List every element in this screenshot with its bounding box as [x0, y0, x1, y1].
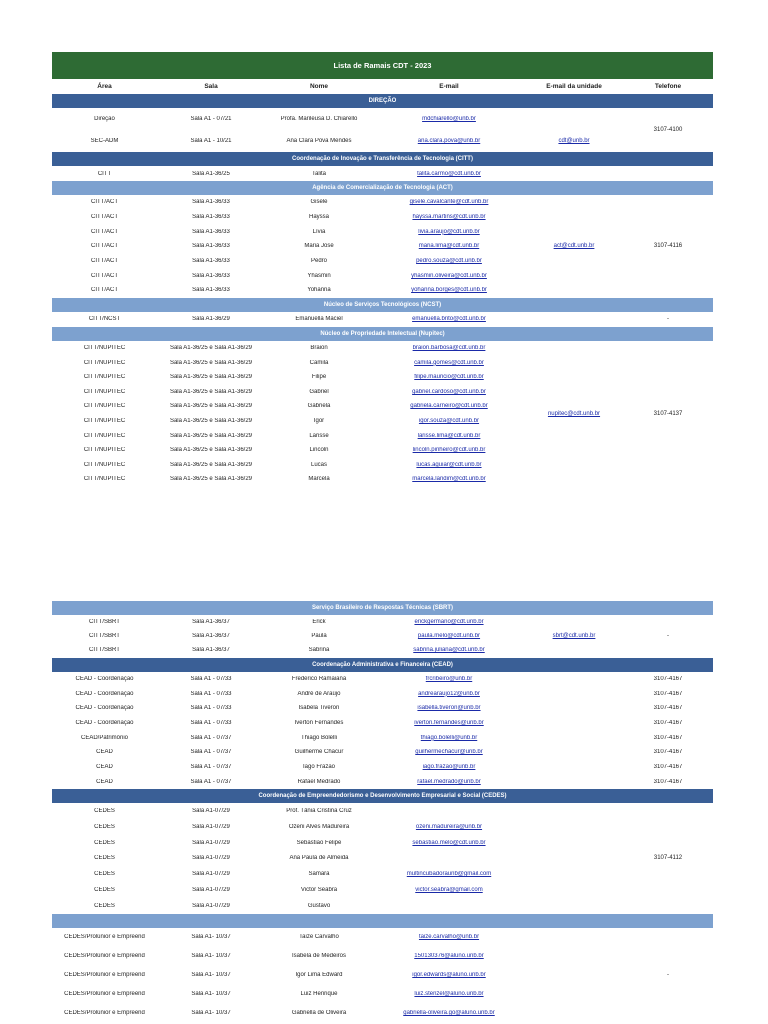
section-header: Coordenação de Empreendedorismo e Desenvolvimento Empresarial e Social (CEDES) — [52, 789, 713, 803]
cell-area: CEAD — [96, 778, 113, 785]
cell-email — [373, 840, 525, 846]
email-link[interactable]: igor.edwards@aluno.unb.br — [412, 972, 486, 979]
column-header-row — [52, 79, 713, 94]
cell-nome: Gabriel — [309, 388, 329, 395]
email-link[interactable]: multincubadoraunb@gmail.com — [406, 871, 492, 878]
table-row — [52, 686, 713, 701]
cell-area: CEDES — [94, 839, 115, 846]
cell-email — [373, 887, 525, 893]
cell-sala: Sala A1-36/33 — [192, 199, 230, 206]
cell-email — [373, 171, 525, 177]
cell-sala: Sala A1-36/33 — [192, 272, 230, 279]
cell-email — [373, 214, 525, 220]
cell-sala: Sala A1-36/25 e Sala A1-36/29 — [169, 461, 253, 468]
email-link[interactable]: sabrina.juliana@cdt.unb.br — [413, 647, 485, 654]
cell-nome: André de Araújo — [297, 690, 341, 697]
section-header: Núcleo de Propriedade Intelectual (Nupitec) — [52, 327, 713, 341]
unit-phone-cell: 3107-4100 — [653, 127, 683, 133]
cell-email — [373, 389, 525, 395]
cell-nome: Gabriella de Oliveira — [291, 1010, 347, 1017]
email-link[interactable]: hayssa.martins@cdt.unb.br — [412, 214, 486, 221]
cell-nome: Luiz Henrique — [300, 991, 338, 998]
cell-area: CITT/ACT — [91, 243, 118, 250]
cell-sala: Sala A1 - 07/33 — [190, 705, 232, 712]
cell-email — [373, 779, 525, 785]
cell-area: CEDES — [94, 902, 115, 909]
cell-nome: Braion — [310, 345, 328, 352]
cell-nome: Guilherme Chacur — [294, 749, 344, 756]
cell-sala: Sala A1-36/25 e Sala A1-36/29 — [169, 418, 253, 425]
section-header — [52, 914, 713, 928]
cell-sala: Sala A1-36/25 e Sala A1-36/29 — [169, 403, 253, 410]
email-link[interactable]: iago.frazao@unb.br — [422, 764, 476, 771]
section-header: Agência de Comercialização de Tecnologia (ACT) — [52, 181, 713, 195]
cell-sala: Sala A1 - 10/21 — [190, 138, 232, 144]
unit-email-link[interactable]: sbrt@cdt.unb.br — [552, 633, 596, 640]
cell-nome: Ozeni Alves Madureira — [288, 823, 350, 830]
cell-email — [373, 360, 525, 366]
cell-sala: Sala A1 - 07/21 — [190, 116, 232, 122]
cell-email — [373, 633, 525, 639]
cell-email — [373, 934, 525, 940]
cell-email — [373, 316, 525, 322]
unit-phone-cell: - — [667, 633, 669, 640]
table-row — [52, 928, 713, 947]
cell-nome: Gisele — [310, 199, 328, 206]
cell-area: CITT/ACT — [91, 272, 118, 279]
cell-sala: Sala A1-36/37 — [192, 618, 230, 625]
cell-nome: Emanuella Maciel — [295, 316, 343, 323]
cell-area: CITT/SBRT — [89, 618, 120, 625]
cell-sala: Sala A1-36/33 — [192, 243, 230, 250]
email-link[interactable]: yhasmin.oliveira@cdt.unb.br — [411, 272, 487, 279]
cell-area: CITT/NUPITEC — [83, 345, 126, 352]
cell-email — [373, 720, 525, 726]
cell-email — [373, 1010, 525, 1016]
table-row — [52, 730, 713, 745]
cell-sala: Sala A1-36/25 e Sala A1-36/29 — [169, 345, 253, 352]
cell-nome: Lincoln — [309, 447, 329, 454]
cell-area: CEAD — [96, 764, 113, 771]
cell-email — [373, 116, 525, 122]
cell-sala: Sala A1-36/25 e Sala A1-36/29 — [169, 432, 253, 439]
cell-area: CITT/NUPITEC — [83, 403, 126, 410]
cell-nome: Prof. Tânia Cristina Cruz — [286, 808, 352, 815]
cell-phone: 3107-4167 — [653, 778, 683, 785]
unit-email-link[interactable]: act@cdt.unb.br — [553, 243, 595, 250]
cell-nome: Larisse — [309, 432, 329, 439]
cell-nome: Yohanna — [307, 287, 331, 294]
cell-area: CEDES — [94, 855, 115, 862]
table-row — [52, 745, 713, 760]
cell-email — [373, 476, 525, 482]
cell-nome: Filipe — [311, 374, 327, 381]
table-row — [52, 966, 713, 985]
section-header: Coordenação Administrativa e Financeira (CEAD) — [52, 658, 713, 672]
cell-nome: Ana Paula de Almeida — [289, 855, 349, 862]
cell-sala: Sala A1-07/29 — [192, 839, 230, 846]
table-row — [52, 716, 713, 731]
cell-sala: Sala A1-07/29 — [192, 887, 230, 894]
section-rows — [52, 928, 713, 1023]
cell-area: CITT/ACT — [91, 214, 118, 221]
unit-phone-cell: 3107-4137 — [653, 410, 683, 417]
cell-nome: Maria José — [304, 243, 334, 250]
cell-nome: Pedro — [310, 258, 327, 265]
unit-phone-cell: 3107-4116 — [653, 243, 683, 250]
cell-nome: Frederico Ramaiana — [291, 675, 347, 682]
cell-nome: Victor Seabra — [300, 887, 338, 894]
cell-email — [373, 647, 525, 653]
cell-sala: Sala A1-07/29 — [192, 871, 230, 878]
cell-nome: Erick — [312, 618, 326, 625]
email-link[interactable]: gisele.cavalcante@cdt.unb.br — [409, 199, 489, 206]
sheet-title: Lista de Ramais CDT - 2023 — [52, 52, 713, 79]
cell-area: CITT/NUPITEC — [83, 476, 126, 483]
cell-area: CITT/NUPITEC — [83, 374, 126, 381]
cell-phone: 3107-4167 — [653, 705, 683, 712]
cell-area: CITT/NCST — [88, 316, 121, 323]
cell-area: CEAD/Patrimônio — [80, 734, 128, 741]
cell-email — [373, 433, 525, 439]
cell-area: CITT/NUPITEC — [83, 388, 126, 395]
email-link[interactable]: frcribeiro@unb.br — [425, 675, 473, 682]
cell-email — [373, 749, 525, 755]
email-link[interactable]: maria.lima@cdt.unb.br — [418, 243, 480, 250]
table-row — [52, 898, 713, 914]
cell-nome: Paula — [311, 633, 327, 640]
unit-email-link[interactable]: cdt@unb.br — [558, 138, 590, 144]
cell-sala: Sala A1-36/25 e Sala A1-36/29 — [169, 476, 253, 483]
cell-sala: Sala A1-36/29 — [192, 316, 230, 323]
table-row — [52, 672, 713, 687]
header-unit-email: E-mail da unidade — [546, 83, 602, 90]
cell-sala: Sala A1 - 07/33 — [190, 675, 232, 682]
cell-nome: Thiago Bolelli — [300, 734, 338, 741]
table-row — [52, 866, 713, 882]
cell-nome: Gustavo — [307, 902, 331, 909]
cell-email — [373, 619, 525, 625]
cell-sala: Sala A1 - 07/33 — [190, 690, 232, 697]
table-row — [52, 760, 713, 775]
section-rows — [52, 312, 713, 327]
email-link[interactable]: pedro.souza@cdt.unb.br — [416, 258, 482, 265]
email-link[interactable]: yohanna.borges@cdt.unb.br — [411, 287, 487, 294]
section-rows — [52, 108, 713, 152]
section-rows — [52, 341, 713, 487]
section-header: Serviço Brasileiro de Respostas Técnicas (SBRT) — [52, 601, 713, 615]
cell-nome: Yhasmin — [307, 272, 331, 279]
section-rows — [52, 803, 713, 914]
cell-area: CEAD - Coordenação — [75, 720, 134, 727]
cell-nome: Iago Frazão — [302, 764, 336, 771]
cell-area: CEAD — [96, 749, 113, 756]
unit-phone-cell: 3107-4112 — [653, 855, 683, 862]
cell-area: CEAD - Coordenação — [75, 675, 134, 682]
cell-sala: Sala A1- 10/37 — [191, 953, 231, 960]
cell-phone: 3107-4167 — [653, 749, 683, 756]
cell-phone: 3107-4167 — [653, 675, 683, 682]
cell-email — [373, 374, 525, 380]
cell-email — [373, 447, 525, 453]
table-row — [52, 851, 713, 867]
cell-area: CEDES — [94, 823, 115, 830]
cell-email — [373, 287, 525, 293]
header-sala: Sala — [204, 83, 218, 90]
table-row — [52, 312, 713, 327]
section-rows — [52, 195, 713, 298]
cell-email — [373, 403, 525, 409]
cell-area: CITT/ACT — [91, 287, 118, 294]
cell-nome: Igor — [313, 418, 325, 425]
email-link[interactable]: andrearaujo12@unb.br — [418, 690, 480, 697]
cell-sala: Sala A1-36/25 e Sala A1-36/29 — [169, 359, 253, 366]
cell-sala: Sala A1-36/25 — [192, 170, 230, 177]
cell-email — [373, 199, 525, 205]
cell-sala: Sala A1- 10/37 — [191, 934, 231, 941]
cell-nome: Igor Lima Edward — [295, 972, 343, 979]
table-row — [52, 803, 713, 819]
header-phone: Telefone — [654, 83, 682, 90]
cell-area: CITT — [97, 170, 112, 177]
cell-sala: Sala A1-07/29 — [192, 902, 230, 909]
cell-area: CEDES — [94, 808, 115, 815]
cell-sala: Sala A1-07/29 — [192, 855, 230, 862]
unit-phone-cell: - — [667, 316, 669, 323]
cell-nome: Talita — [311, 170, 326, 177]
cell-area: CITT/NUPITEC — [83, 359, 126, 366]
section-header: DIREÇÃO — [52, 94, 713, 108]
cell-email — [373, 258, 525, 264]
cell-email — [373, 462, 525, 468]
cell-area: CEDES/Prolúnior e Empreend — [64, 991, 145, 998]
section-rows — [52, 615, 713, 658]
cell-area: CITT/SBRT — [89, 633, 120, 640]
cell-area: CITT/SBRT — [89, 647, 120, 654]
table-row — [52, 774, 713, 789]
cell-email — [373, 705, 525, 711]
email-link[interactable]: victor.seabra@gmail.com — [415, 887, 483, 894]
cell-area: SEC-ADM — [90, 138, 119, 144]
unit-email-cell — [525, 341, 623, 487]
cell-nome: Isabela de Medeiros — [291, 953, 347, 960]
email-link[interactable]: filipe.mauricio@cdt.unb.br — [414, 374, 484, 381]
section-header: Núcleo de Serviços Tecnológicos (NCST) — [52, 298, 713, 312]
email-link[interactable]: larisse.lima@cdt.unb.br — [417, 432, 481, 439]
cell-nome: Lívia — [312, 228, 326, 235]
cell-email — [373, 824, 525, 830]
email-link[interactable]: camila.gomes@cdt.unb.br — [414, 359, 484, 366]
cell-sala: Sala A1- 10/37 — [191, 1010, 231, 1017]
email-link[interactable]: talita.carmo@cdt.unb.br — [417, 170, 481, 177]
email-link[interactable]: luiz.stenzel@aluno.unb.br — [414, 991, 484, 998]
cell-nome: Iverton Fernandes — [294, 720, 344, 727]
cell-sala: Sala A1-36/33 — [192, 228, 230, 235]
cell-nome: Camila — [309, 359, 329, 366]
email-link[interactable]: lincoln.pinheiro@cdt.unb.br — [412, 447, 486, 454]
cell-area: CITT/NUPITEC — [83, 418, 126, 425]
table-row — [52, 947, 713, 966]
cell-sala: Sala A1-36/37 — [192, 647, 230, 654]
email-link[interactable]: rafael.medrado@unb.br — [417, 778, 481, 785]
table-body — [52, 94, 713, 1023]
cell-email — [373, 972, 525, 978]
cell-email — [373, 764, 525, 770]
cell-nome: Lucas — [310, 461, 327, 468]
email-link[interactable]: thiago.bolelli@unb.br — [420, 734, 478, 741]
cell-sala: Sala A1-36/33 — [192, 287, 230, 294]
cell-sala: Sala A1 - 07/37 — [190, 749, 232, 756]
header-email: E-mail — [439, 83, 459, 90]
cell-area: CITT/NUPITEC — [83, 461, 126, 468]
cell-area: CEDES/Prolúnior e Empreend — [64, 1010, 145, 1017]
email-link[interactable]: mdchiarello@unb.br — [422, 116, 476, 122]
table-row — [52, 108, 713, 130]
email-link[interactable]: livia.araujo@cdt.unb.br — [418, 228, 480, 235]
cell-nome: Sebastião Felipe — [296, 839, 342, 846]
cell-email — [373, 345, 525, 351]
email-link[interactable]: gabriel.cardoso@cdt.unb.br — [412, 388, 486, 395]
cell-phone: 3107-4167 — [653, 734, 683, 741]
cell-area: CITT/NUPITEC — [83, 447, 126, 454]
cell-sala: Sala A1-36/33 — [192, 258, 230, 265]
cell-nome: Samara — [308, 871, 330, 878]
cell-email — [373, 676, 525, 682]
email-link[interactable]: erickgermano@cdt.unb.br — [414, 618, 484, 625]
email-link[interactable]: ozeni.madureira@unb.br — [415, 823, 483, 830]
email-link[interactable]: gabriela.carneiro@cdt.unb.br — [410, 403, 488, 410]
cell-email — [373, 871, 525, 877]
cell-email — [373, 418, 525, 424]
cell-email — [373, 735, 525, 741]
cell-sala: Sala A1-36/25 e Sala A1-36/29 — [169, 447, 253, 454]
cell-area: CITT/ACT — [91, 258, 118, 265]
cell-nome: Gabriela — [307, 403, 331, 410]
cell-sala: Sala A1- 10/37 — [191, 991, 231, 998]
table-row — [52, 1004, 713, 1023]
email-link[interactable]: ana.clara.pova@unb.br — [417, 138, 481, 144]
cell-nome: Marcela — [308, 476, 330, 483]
cell-area: CEDES/Prolúnior e Empreend — [64, 972, 145, 979]
cell-sala: Sala A1 - 07/33 — [190, 720, 232, 727]
cell-sala: Sala A1 - 07/37 — [190, 734, 232, 741]
table-row — [52, 985, 713, 1004]
cell-sala: Sala A1-36/33 — [192, 214, 230, 221]
cell-nome: Hayssa — [308, 214, 329, 221]
unit-email-cell — [525, 195, 623, 298]
cell-nome: Profa. Marileusa D. Chiarello — [280, 116, 358, 122]
email-link[interactable]: igor.souza@cdt.unb.br — [418, 418, 480, 425]
table-row — [52, 701, 713, 716]
cell-area: CITT/ACT — [91, 199, 118, 206]
cell-area: CEDES/Prolúnior e Empreend — [64, 934, 145, 941]
cell-area: CEAD - Coordenação — [75, 705, 134, 712]
cell-nome: Taize Carvalho — [299, 934, 339, 941]
email-link[interactable]: iverton.fernandes@unb.br — [414, 720, 484, 727]
email-link[interactable]: taize.carvalho@unb.br — [418, 934, 480, 941]
cell-nome: Sabrina — [308, 647, 330, 654]
cell-email — [373, 273, 525, 279]
page-break — [52, 487, 713, 601]
email-link[interactable]: braion.barbosa@cdt.unb.br — [412, 345, 486, 352]
cell-sala: Sala A1-07/29 — [192, 808, 230, 815]
cell-sala: Sala A1 - 07/37 — [190, 778, 232, 785]
table-row — [52, 819, 713, 835]
cell-email — [373, 991, 525, 997]
cell-nome: Isabela Tiveron — [298, 705, 340, 712]
cell-email — [373, 229, 525, 235]
header-nome: Nome — [309, 83, 329, 90]
cell-phone: 3107-4167 — [653, 690, 683, 697]
unit-email-cell — [525, 130, 623, 152]
cell-area: Direção — [94, 116, 115, 122]
cell-sala: Sala A1-07/29 — [192, 823, 230, 830]
section-rows — [52, 672, 713, 790]
email-link[interactable]: sebastião.melo@cdt.unb.br — [412, 839, 486, 846]
cell-nome: Ana Clara Pova Mendes — [286, 138, 352, 144]
email-link[interactable]: paula.melo@cdt.unb.br — [417, 633, 481, 640]
cell-phone: 3107-4167 — [653, 764, 683, 771]
cell-area: CITT/ACT — [91, 228, 118, 235]
email-link[interactable]: marcela.landim@cdt.unb.br — [412, 476, 486, 483]
email-link[interactable]: gabriella-oliveira.go@aluno.unb.br — [403, 1010, 495, 1017]
cell-nome: Rafael Medrado — [297, 778, 341, 785]
cell-sala: Sala A1-36/37 — [192, 633, 230, 640]
unit-email-link[interactable]: nupitec@cdt.unb.br — [547, 410, 601, 417]
email-link[interactable]: 150130376@aluno.unb.br — [414, 953, 484, 960]
table-row — [52, 166, 713, 181]
email-link[interactable]: emanuella.brito@cdt.unb.br — [412, 316, 486, 323]
cell-email — [373, 953, 525, 959]
extension-list-sheet — [52, 52, 713, 1023]
email-link[interactable]: isabella.tiveron@unb.br — [417, 705, 481, 712]
cell-email — [373, 138, 525, 144]
cell-sala: Sala A1- 10/37 — [191, 972, 231, 979]
unit-phone-cell: - — [667, 972, 669, 979]
cell-sala: Sala A1 - 07/37 — [190, 764, 232, 771]
table-row — [52, 882, 713, 898]
cell-email — [373, 691, 525, 697]
header-area: Área — [97, 83, 112, 90]
cell-phone: 3107-4167 — [653, 720, 683, 727]
table-row — [52, 835, 713, 851]
cell-sala: Sala A1-36/25 e Sala A1-36/29 — [169, 374, 253, 381]
cell-sala: Sala A1-36/25 e Sala A1-36/29 — [169, 388, 253, 395]
cell-email — [373, 243, 525, 249]
cell-area: CEDES — [94, 887, 115, 894]
email-link[interactable]: lucas.aguiar@cdt.unb.br — [416, 461, 482, 468]
unit-email-cell — [525, 615, 623, 658]
section-header: Coordenação de Inovação e Transferência de Tecnologia (CITT) — [52, 152, 713, 166]
cell-area: CEAD - Coordenação — [75, 690, 134, 697]
cell-area: CITT/NUPITEC — [83, 432, 126, 439]
section-rows — [52, 166, 713, 181]
cell-area: CEDES/Prolúnior e Empreend — [64, 953, 145, 960]
email-link[interactable]: guilhermechacur@unb.br — [415, 749, 483, 756]
cell-area: CEDES — [94, 871, 115, 878]
